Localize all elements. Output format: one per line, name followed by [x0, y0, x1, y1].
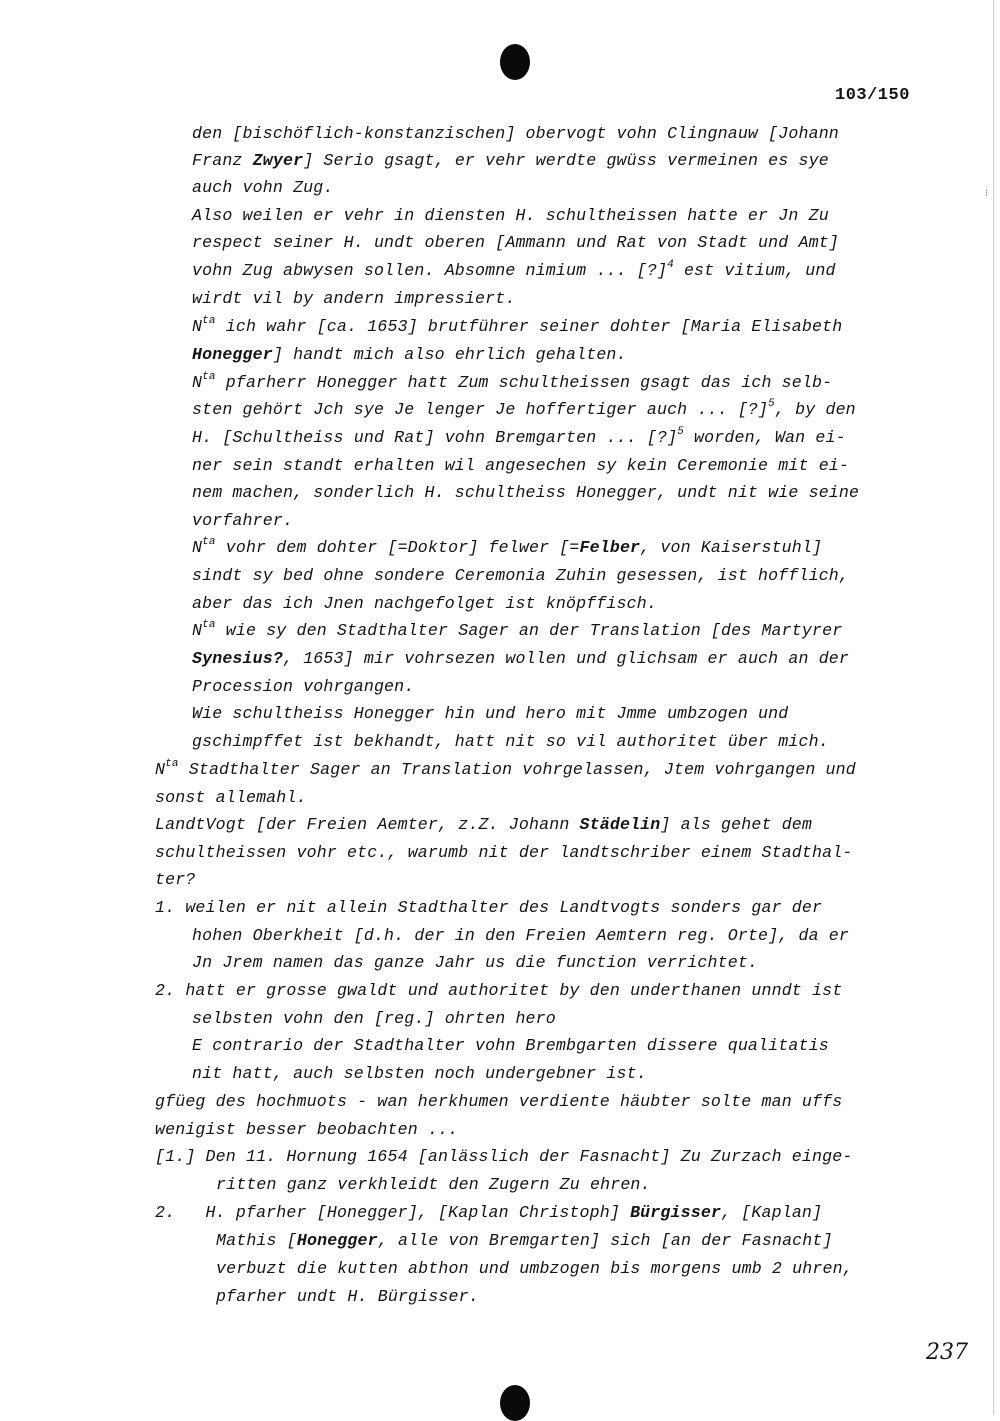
- text-line: Honegger] handt mich also ehrlich gehalten.: [192, 345, 627, 364]
- text-line: Also weilen er vehr in diensten H. schultheissen hatte er Jn Zu: [192, 206, 829, 225]
- text-line: nem machen, sonderlich H. schultheiss Honegger, undt nit wie seine: [192, 483, 860, 502]
- text-line: 2. hatt er grosse gwaldt und authoritet by den underthanen unndt ist: [155, 981, 843, 1000]
- text-line: $N^{ta}$ wie sy den Stadthalter Sager an der Translation [des Martyrer: [192, 619, 843, 640]
- text-line: gschimpffet ist bekhandt, hatt nit so vil authoritet über mich.: [192, 732, 829, 751]
- text-line: auch vohn Zug.: [192, 178, 334, 197]
- text-line: pfarher undt H. Bürgisser.: [216, 1287, 479, 1306]
- text-line: Franz Zwyer] Serio gsagt, er vehr werdte gwüss vermeinen es sye: [192, 151, 829, 170]
- text-line: ter?: [155, 870, 196, 889]
- text-line: [1.] Den 11. Hornung 1654 [anlässlich der Fasnacht] Zu Zurzach einge-: [155, 1147, 853, 1166]
- margin-mark: ⁝: [985, 188, 989, 199]
- text-line: wirdt vil by andern impressiert.: [192, 289, 516, 308]
- text-line: Procession vohrgangen.: [192, 677, 415, 696]
- text-line: Wie schultheiss Honegger hin und hero mit Jmme umbzogen und: [192, 704, 789, 723]
- punch-hole-top: [500, 44, 530, 80]
- text-line: Synesius?, 1653] mir vohrsezen wollen und glichsam er auch an der: [192, 649, 850, 668]
- text-line: $N^{ta}$ ich wahr [ca. 1653] brutführer seiner dohter [Maria Elisabeth: [192, 315, 843, 336]
- text-line: schultheissen vohr etc., warumb nit der landtschriber einem Stadthal-: [155, 843, 853, 862]
- text-line: 1. weilen er nit allein Stadthalter des Landtvogts sonders gar der: [155, 898, 823, 917]
- text-line: sonst allemahl.: [155, 788, 307, 807]
- text-line: vorfahrer.: [192, 511, 294, 530]
- text-line: sindt sy bed ohne sondere Ceremonia Zuhin gesessen, ist hofflich,: [192, 566, 850, 585]
- text-line: H. [Schultheiss und Rat] vohn Bremgarten ... [?]$^5$ worden, Wan ei-: [192, 426, 846, 447]
- text-line: $N^{ta}$ vohr dem dohter [=Doktor] felwer [=Felber, von Kaiserstuhl]: [192, 536, 823, 557]
- text-line: wenigist besser beobachten ...: [155, 1120, 459, 1139]
- text-line: sten gehört Jch sye Je lenger Je hoffertiger auch ... [?]$^5$, by den: [192, 398, 856, 419]
- text-line: hohen Oberkheit [d.h. der in den Freien Aemtern reg. Orte], da er: [192, 926, 850, 945]
- page-edge: [993, 0, 994, 1415]
- text-line: nit hatt, auch selbsten noch undergebner ist.: [192, 1064, 647, 1083]
- text-line: LandtVogt [der Freien Aemter, z.Z. Johann Städelin] als gehet dem: [155, 815, 813, 834]
- handwritten-folio-number: 237: [926, 1340, 968, 1365]
- text-line: den [bischöflich-konstanzischen] obervogt vohn Clingnauw [Johann: [192, 124, 839, 143]
- punch-hole-bottom: [500, 1385, 530, 1421]
- text-line: vohn Zug abwysen sollen. Absomne nimium ... [?]$^4$ est vitium, und: [192, 259, 836, 280]
- text-line: $N^{ta}$ Stadthalter Sager an Translation vohrgelassen, Jtem vohrgangen und: [155, 758, 856, 779]
- text-line: Jn Jrem namen das ganze Jahr us die function verrichtet.: [192, 953, 759, 972]
- text-line: E contrario der Stadthalter vohn Brembgarten dissere qualitatis: [192, 1036, 829, 1055]
- text-line: respect seiner H. undt oberen [Ammann und Rat von Stadt und Amt]: [192, 233, 839, 252]
- text-line: aber das ich Jnen nachgefolget ist knöpffisch.: [192, 594, 657, 613]
- text-line: Mathis [Honegger, alle von Bremgarten] sich [an der Fasnacht]: [216, 1231, 833, 1250]
- text-line: gfüeg des hochmuots - wan herkhumen verdiente häubter solte man uffs: [155, 1092, 843, 1111]
- text-line: verbuzt die kutten abthon und umbzogen bis morgens umb 2 uhren,: [216, 1259, 853, 1278]
- text-line: 2. H. pfarher [Honegger], [Kaplan Christoph] Bürgisser, [Kaplan]: [155, 1203, 823, 1222]
- text-line: $N^{ta}$ pfarherr Honegger hatt Zum schultheissen gsagt das ich selb-: [192, 371, 833, 392]
- text-line: ner sein standt erhalten wil angesechen sy kein Ceremonie mit ei-: [192, 456, 850, 475]
- text-line: selbsten vohn den [reg.] ohrten hero: [192, 1009, 556, 1028]
- page-number: 103/150: [835, 86, 910, 105]
- text-line: ritten ganz verkhleidt den Zugern Zu ehren.: [216, 1175, 651, 1194]
